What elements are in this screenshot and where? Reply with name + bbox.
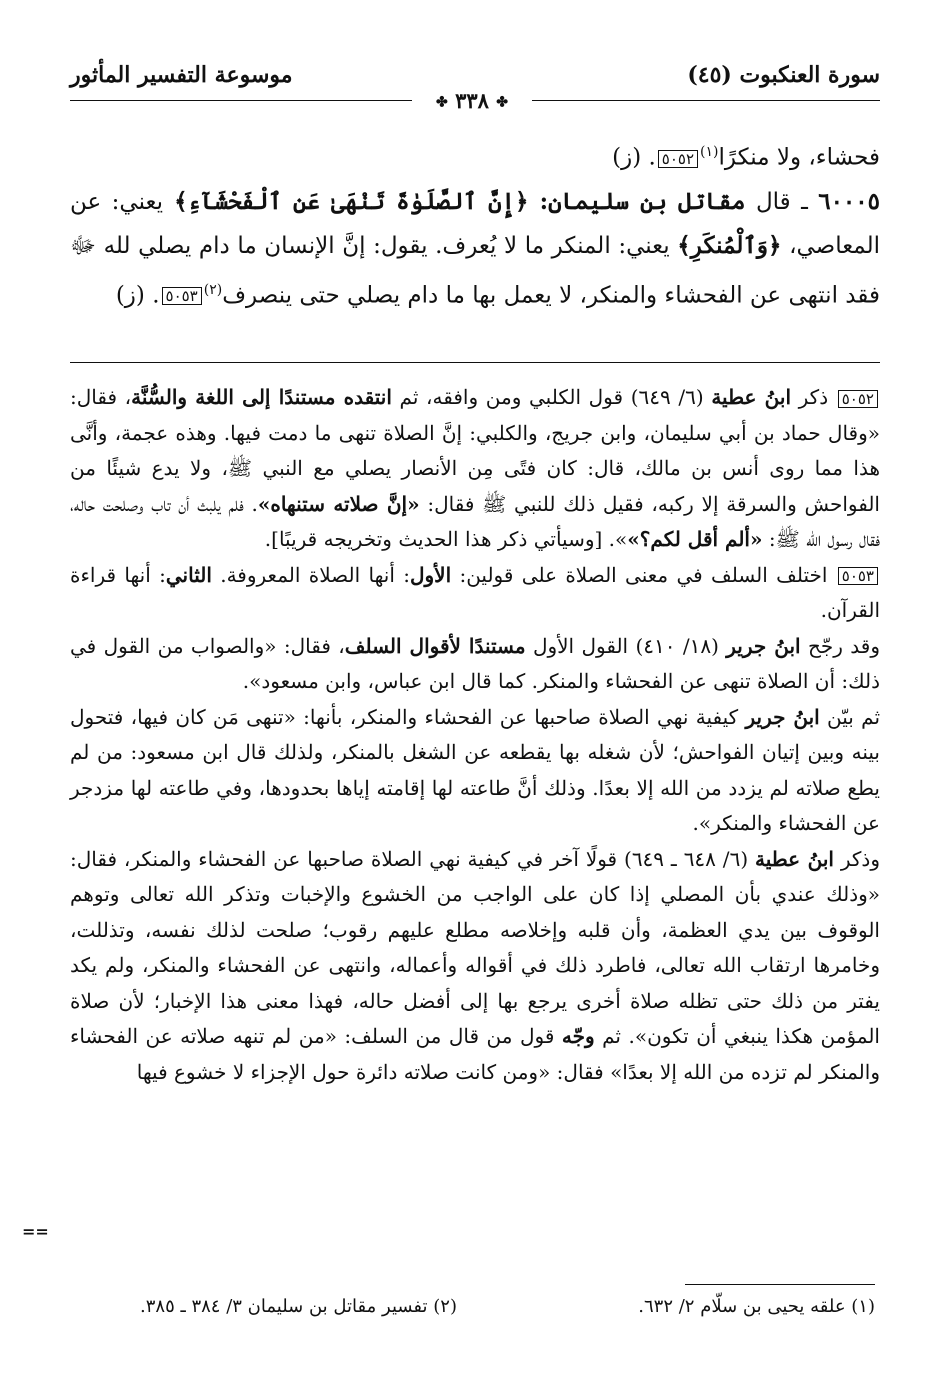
note-ibn-jarir-preference: وقد رجّح ابنُ جرير (١٨/ ٤١٠) القول الأول مستندًا لأقوال السلف، فقال: «والصواب من القول في ذلك: أن الصلاة تنهى عن الفحشاء والمنكر. كما قال ابن عباس، وابن مسعود». (70, 633, 880, 693)
paragraph-number: ٦٠٠٠٥ (818, 187, 880, 215)
book-title: موسوعة التفسير المأثور (70, 62, 293, 88)
comment-ref: ٥٠٥٢ (838, 390, 878, 408)
ornament-right-icon: ✤ (496, 94, 508, 111)
main-paragraph: ٦٠٠٠٥ ـ قال مقاتل بن سليمان: ﴿إِنَّ ٱلصَّلَوٰةَ تَنْهَىٰ عَنِ ٱلْفَحْشَآءِ﴾ يعني: عن المعاصي، ﴿وَٱلْمُنكَرِ﴾ يعني: المنكر ما لا يُعرف. يقول: إنَّ الإنسان ما دام يصلي لله ﷻ فقد انتهى عن الفحشاء والمنكر، لا يعمل بها ما دام يصلي حتى ينصرف$^{(٢)}$٥٠٥٣. (ز) (70, 187, 880, 309)
comment-ref: ٥٠٥٢ (658, 150, 698, 168)
quran-quote: ﴿إِنَّ ٱلصَّلَوٰةَ تَنْهَىٰ عَنِ ٱلْفَحْشَآءِ﴾ (163, 187, 540, 215)
quran-quote: ﴿وَٱلْمُنكَرِ﴾ (677, 231, 782, 259)
speaker-name: مقاتل بن سليمان: (539, 187, 746, 215)
footnote-marker: (١) (700, 144, 719, 160)
ornament-left-icon: ✤ (436, 94, 448, 111)
note-5053: ٥٠٥٣ اختلف السلف في معنى الصلاة على قولين: الأول: أنها الصلاة المعروفة. الثاني: أنها قراءة القرآن. (70, 562, 880, 622)
note-5052: ٥٠٥٢ ذكر ابنُ عطية (٦/ ٦٤٩) قول الكلبي ومن وافقه، ثم انتقده مستندًا إلى اللغة والسُّنَّة، فقال: «وقال حماد بن أبي سليمان، وابن جريج، والكلبي: إنَّ الصلاة تنهى ما دمت فيها. وهذه عجمة، وأنَّى هذا مما روى أنس بن مالك، قال: كان فتًى مِن الأنصار يصلي مع النبي ﷺ، ولا يدع شيئًا من الفواحش والسرقة إلا ركبه، فقيل ذلك للنبي ﷺ فقال: «إنَّ صلاته ستنهاه». فلم يلبث أن تاب وصلحت حاله، فقال رسول الله ﷺ: «ألم أقل لكم؟»». [وسيأتي ذكر هذا الحديث وتخريجه قريبًا]. (70, 385, 880, 551)
comment-ref: ٥٠٥٣ (162, 287, 202, 305)
continuation-mark: == (22, 1222, 49, 1241)
section-divider (70, 362, 880, 363)
surah-title: سورة العنكبوت (٤٥) (687, 62, 880, 88)
note-ibn-jarir-explanation: ثم بيّن ابنُ جرير كيفية نهي الصلاة صاحبها عن الفحشاء والمنكر، بأنها: «تنهى مَن كان فيها، فتحول بينه وبين إتيان الفواحش؛ لأن شغله بها يقطعه عن الشغل بالمنكر، ولذلك قال ابن مسعود: من لم يطع صلاته لم يزدد من الله إلا بعدًا. وذلك أنَّ طاعته لها إقامته إياها بحدودها، وفي طاعته لها مزدجر عن الفحشاء والمنكر». (70, 704, 881, 835)
page-number-box (412, 88, 532, 114)
footnote-1: (١) علقه يحيى بن سلّام ٢/ ٦٣٢. (638, 1296, 875, 1317)
main-text (70, 130, 880, 317)
main-line-1: فحشاء، ولا منكرًا$^{(١)}$٥٠٥٢. (ز) (612, 144, 880, 171)
footnote-rule (685, 1284, 875, 1285)
page-number: ٣٣٨ (455, 88, 489, 113)
note-ibn-atiyya: وذكر ابنُ عطية (٦/ ٦٤٨ ـ ٦٤٩) قولًا آخر في كيفية نهي الصلاة صاحبها عن الفحشاء والمنكر، فقال: «وذلك عندي بأن المصلي إذا كان على الواجب من الخشوع والإخبات وتذكر الله تعالى وتوهم الوقوف بين يدي العظمة، وأن قلبه وإخلاصه مطلع عليهم رقوب؛ صلحت لذلك نفسه، وتذللت، وخامرها ارتقاب الله تعالى، فاطرد ذلك في أقواله وأعماله، وانتهى عن الفحشاء والمنكر، ولم يكد يفتر من ذلك حتى تظله صلاة أخرى يرجع بها إلى أفضل حاله، فهذا معنى هذا الإخبار؛ لأن صلاة المؤمن هكذا ينبغي أن تكون». ثم وجّه قول من قال من السلف: «من لم تنهه صلاته عن الفحشاء والمنكر لم تزده من الله إلا بعدًا» فقال: «ومن كانت صلاته دائرة حول الإجزاء لا خشوع فيها (70, 846, 880, 1084)
footnote-2: (٢) تفسير مقاتل بن سليمان ٣/ ٣٨٤ ـ ٣٨٥. (140, 1296, 457, 1317)
comment-ref: ٥٠٥٣ (838, 567, 878, 585)
footnote-marker: (٢) (203, 281, 223, 298)
commentary (70, 380, 880, 1090)
